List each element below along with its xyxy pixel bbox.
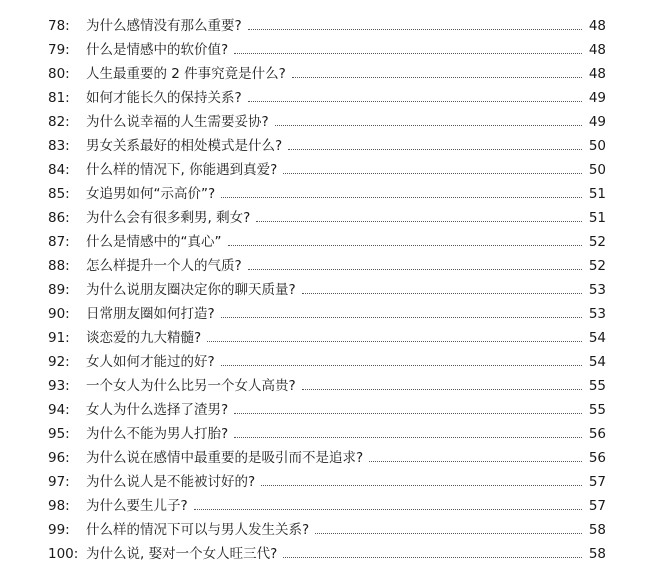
toc-entry[interactable] <box>48 158 606 182</box>
toc-entry-page: 48 <box>588 66 606 82</box>
toc-entry-page: 57 <box>588 498 606 514</box>
toc-entry[interactable] <box>48 374 606 398</box>
toc-entry-number: 94: <box>48 402 70 418</box>
toc-entry-number: 79: <box>48 42 70 58</box>
toc-dot-leader <box>256 220 582 222</box>
toc-entry[interactable] <box>48 134 606 158</box>
toc-entry-number: 85: <box>48 186 70 202</box>
toc-entry-page: 54 <box>588 330 606 346</box>
toc-entry-title: 什么是情感中的软价值? <box>86 42 229 58</box>
toc-entry-page: 53 <box>588 306 606 322</box>
toc-entry[interactable] <box>48 542 606 566</box>
toc-dot-leader <box>234 436 582 438</box>
toc-dot-leader <box>261 484 582 486</box>
toc-entry-page: 58 <box>588 522 606 538</box>
toc-entry-title: 为什么要生儿子? <box>86 498 188 514</box>
toc-entry[interactable] <box>48 398 606 422</box>
toc-entry-page: 50 <box>588 138 606 154</box>
toc-entry-number: 88: <box>48 258 70 274</box>
toc-entry[interactable] <box>48 14 606 38</box>
toc-entry[interactable] <box>48 494 606 518</box>
toc-entry-number: 84: <box>48 162 70 178</box>
toc-dot-leader <box>234 412 582 414</box>
toc-entry[interactable] <box>48 278 606 302</box>
toc-dot-leader <box>248 268 582 270</box>
toc-dot-leader <box>315 532 582 534</box>
toc-entry-number: 78: <box>48 18 70 34</box>
toc-entry[interactable] <box>48 350 606 374</box>
toc-entry-page: 56 <box>588 426 606 442</box>
toc-dot-leader <box>221 316 582 318</box>
toc-entry-number: 92: <box>48 354 70 370</box>
toc-entry-title: 如何才能长久的保持关系? <box>86 90 242 106</box>
toc-entry-number: 99: <box>48 522 70 538</box>
toc-entry-page: 49 <box>588 90 606 106</box>
toc-entry-page: 49 <box>588 114 606 130</box>
toc-dot-leader <box>292 76 582 78</box>
toc-dot-leader <box>283 556 582 558</box>
toc-entry-page: 48 <box>588 18 606 34</box>
toc-entry[interactable] <box>48 302 606 326</box>
toc-dot-leader <box>228 244 583 246</box>
toc-entry-title: 女人为什么选择了渣男? <box>86 402 229 418</box>
toc-entry-title: 为什么不能为男人打胎? <box>86 426 229 442</box>
toc-dot-leader <box>207 340 582 342</box>
toc-dot-leader <box>248 28 582 30</box>
toc-dot-leader <box>302 292 582 294</box>
toc-dot-leader <box>369 460 582 462</box>
toc-entry-number: 97: <box>48 474 70 490</box>
toc-entry-number: 100: <box>48 546 79 562</box>
toc-entry-title: 女追男如何“示高价”? <box>86 186 216 202</box>
toc-entry-page: 54 <box>588 354 606 370</box>
toc-entry-number: 93: <box>48 378 70 394</box>
toc-dot-leader <box>221 196 582 198</box>
toc-entry-title: 什么样的情况下可以与男人发生关系? <box>86 522 310 538</box>
toc-entry-number: 81: <box>48 90 70 106</box>
toc-entry-page: 55 <box>588 378 606 394</box>
toc-entry-number: 86: <box>48 210 70 226</box>
toc-entry[interactable] <box>48 86 606 110</box>
toc-entry-page: 57 <box>588 474 606 490</box>
toc-entry-number: 96: <box>48 450 70 466</box>
toc-entry[interactable] <box>48 110 606 134</box>
table-of-contents <box>48 14 606 566</box>
toc-entry-title: 为什么会有很多剩男, 剩女? <box>86 210 251 226</box>
toc-entry-page: 53 <box>588 282 606 298</box>
toc-entry-title: 什么样的情况下, 你能遇到真爱? <box>86 162 278 178</box>
toc-entry-number: 91: <box>48 330 70 346</box>
toc-entry-page: 50 <box>588 162 606 178</box>
toc-entry-page: 48 <box>588 42 606 58</box>
toc-entry-page: 51 <box>588 210 606 226</box>
toc-entry-number: 87: <box>48 234 70 250</box>
toc-entry-title: 为什么说在感情中最重要的是吸引而不是追求? <box>86 450 364 466</box>
toc-entry-number: 95: <box>48 426 70 442</box>
toc-entry[interactable] <box>48 182 606 206</box>
toc-dot-leader <box>194 508 582 510</box>
toc-entry-title: 日常朋友圈如何打造? <box>86 306 215 322</box>
toc-entry[interactable] <box>48 446 606 470</box>
toc-dot-leader <box>283 172 582 174</box>
toc-entry-title: 为什么说人是不能被讨好的? <box>86 474 256 490</box>
toc-dot-leader <box>275 124 582 126</box>
toc-entry-page: 52 <box>588 234 606 250</box>
toc-entry-title: 男女关系最好的相处模式是什么? <box>86 138 283 154</box>
toc-entry-page: 55 <box>588 402 606 418</box>
toc-entry-title: 怎么样提升一个人的气质? <box>86 258 242 274</box>
toc-entry-page: 52 <box>588 258 606 274</box>
toc-entry[interactable] <box>48 62 606 86</box>
toc-entry-number: 83: <box>48 138 70 154</box>
toc-entry-title: 人生最重要的 2 件事究竟是什么? <box>86 66 286 82</box>
toc-entry-title: 为什么说, 娶对一个女人旺三代? <box>86 546 278 562</box>
toc-entry-title: 一个女人为什么比另一个女人高贵? <box>86 378 296 394</box>
toc-entry-page: 56 <box>588 450 606 466</box>
toc-entry-number: 90: <box>48 306 70 322</box>
toc-entry-number: 98: <box>48 498 70 514</box>
toc-entry-title: 谈恋爱的九大精髓? <box>86 330 202 346</box>
toc-entry[interactable] <box>48 38 606 62</box>
toc-dot-leader <box>288 148 582 150</box>
toc-dot-leader <box>221 364 582 366</box>
toc-entry-page: 51 <box>588 186 606 202</box>
toc-entry-title: 为什么说朋友圈决定你的聊天质量? <box>86 282 296 298</box>
toc-entry[interactable] <box>48 230 606 254</box>
toc-entry-page: 58 <box>588 546 606 562</box>
toc-dot-leader <box>234 52 582 54</box>
toc-entry[interactable] <box>48 422 606 446</box>
toc-dot-leader <box>248 100 582 102</box>
toc-entry[interactable] <box>48 254 606 278</box>
toc-entry[interactable] <box>48 470 606 494</box>
toc-entry-title: 为什么说幸福的人生需要妥协? <box>86 114 269 130</box>
toc-entry[interactable] <box>48 206 606 230</box>
toc-entry[interactable] <box>48 326 606 350</box>
toc-entry-number: 89: <box>48 282 70 298</box>
toc-entry-title: 什么是情感中的“真心” <box>86 234 222 250</box>
toc-entry-number: 80: <box>48 66 70 82</box>
toc-entry-title: 为什么感情没有那么重要? <box>86 18 242 34</box>
toc-entry-title: 女人如何才能过的好? <box>86 354 215 370</box>
toc-entry-number: 82: <box>48 114 70 130</box>
toc-entry[interactable] <box>48 518 606 542</box>
toc-dot-leader <box>302 388 582 390</box>
